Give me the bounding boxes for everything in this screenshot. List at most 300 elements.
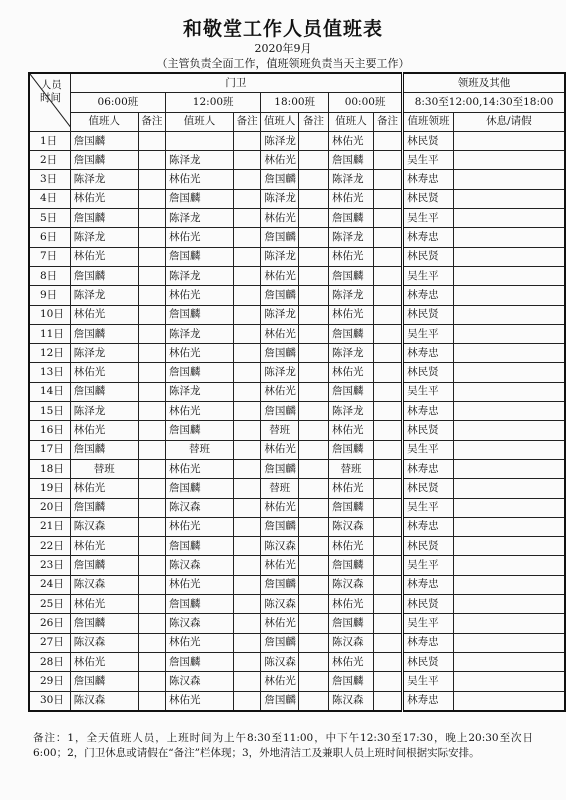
shift-06-remark [138, 537, 165, 556]
leader-cell: 林寿忠 [403, 228, 454, 247]
shift-18-remark [299, 266, 329, 285]
shift-06-remark [138, 266, 165, 285]
schedule-row [29, 614, 565, 633]
shift-00-remark [373, 305, 402, 324]
leader-cell: 吴生平 [403, 614, 454, 633]
day-cell: 15日 [29, 402, 70, 421]
schedule-row [29, 421, 565, 440]
duty-header-18: 值班人 [261, 112, 299, 131]
shift-00-remark [373, 266, 402, 285]
shift-00-remark [373, 556, 402, 575]
shift-12-duty: 林佑光 [166, 170, 234, 189]
schedule-row [29, 286, 565, 305]
shift-06-remark [138, 402, 165, 421]
shift-06-remark [138, 421, 165, 440]
shift-18-remark [299, 363, 329, 382]
remark-header-12: 备注 [234, 112, 261, 131]
leave-cell [453, 324, 565, 343]
shift-18-duty: 陈泽龙 [261, 131, 299, 150]
shift-06-duty: 陈泽龙 [70, 402, 138, 421]
shift-18-duty: 替班 [261, 421, 299, 440]
leave-cell [453, 691, 565, 711]
leader-cell: 林民贤 [403, 131, 454, 150]
shift-12-remark [234, 479, 261, 498]
shift-12-duty: 林佑光 [166, 691, 234, 711]
shift-00-remark [373, 382, 402, 401]
shift-18-remark [299, 498, 329, 517]
shift-12-remark [234, 266, 261, 285]
shift-00-remark [373, 170, 402, 189]
leave-cell [453, 652, 565, 671]
shift-12-remark [234, 344, 261, 363]
schedule-row [29, 382, 565, 401]
schedule-row [29, 228, 565, 247]
shift-00-duty: 林佑光 [329, 131, 374, 150]
shift-00-remark [373, 652, 402, 671]
leave-cell [453, 402, 565, 421]
day-cell: 19日 [29, 479, 70, 498]
leave-cell [453, 228, 565, 247]
shift-18-duty: 林佑光 [261, 556, 299, 575]
shift-00-duty: 林佑光 [329, 595, 374, 614]
shift-00-duty: 林佑光 [329, 479, 374, 498]
day-cell: 11日 [29, 324, 70, 343]
shift-12-remark [234, 633, 261, 652]
shift-06-remark [138, 498, 165, 517]
shift-12-remark [234, 305, 261, 324]
shift-00-remark [373, 517, 402, 536]
shift-18-duty: 林佑光 [261, 672, 299, 691]
shift-18-duty: 林佑光 [261, 209, 299, 228]
leave-cell [453, 672, 565, 691]
shift-18-duty: 詹国麟 [261, 633, 299, 652]
day-cell: 26日 [29, 614, 70, 633]
schedule-row [29, 498, 565, 517]
shift-12-remark [234, 247, 261, 266]
shift-12-duty: 詹国麟 [166, 189, 234, 208]
shift-12-duty: 陈汉森 [166, 556, 234, 575]
shift-12-remark [234, 324, 261, 343]
shift-00-duty: 林佑光 [329, 305, 374, 324]
leader-cell: 林寿忠 [403, 459, 454, 478]
leader-cell: 林民贤 [403, 421, 454, 440]
shift-06-duty: 詹国麟 [70, 440, 138, 459]
shift-06-duty: 詹国麟 [70, 556, 138, 575]
day-cell: 7日 [29, 247, 70, 266]
shift-12-remark [234, 498, 261, 517]
shift-00-remark [373, 421, 402, 440]
shift-06-remark [138, 382, 165, 401]
day-cell: 20日 [29, 498, 70, 517]
shift-00-remark [373, 672, 402, 691]
shift-00-remark [373, 614, 402, 633]
shift-00-remark [373, 151, 402, 170]
shift-18-remark [299, 517, 329, 536]
remark-header-00: 备注 [373, 112, 402, 131]
shift-06-remark [138, 517, 165, 536]
schedule-row [29, 556, 565, 575]
schedule-row [29, 324, 565, 343]
shift-18-remark [299, 652, 329, 671]
shift-06-remark [138, 189, 165, 208]
shift-06-remark [138, 575, 165, 594]
shift-12-duty: 詹国麟 [166, 479, 234, 498]
shift-00-remark [373, 344, 402, 363]
shift-00-duty: 陈泽龙 [329, 286, 374, 305]
shift-06-duty: 詹国麟 [70, 209, 138, 228]
shift-18-remark [299, 305, 329, 324]
leader-cell: 吴生平 [403, 266, 454, 285]
leave-cell [453, 209, 565, 228]
day-cell: 5日 [29, 209, 70, 228]
shift-18-duty: 林佑光 [261, 151, 299, 170]
shift-18-duty: 詹国麟 [261, 286, 299, 305]
schedule-row [29, 131, 565, 150]
shift-06-remark [138, 652, 165, 671]
shift-12-remark [234, 537, 261, 556]
day-cell: 21日 [29, 517, 70, 536]
duty-header-00: 值班人 [329, 112, 374, 131]
shift-18-duty: 詹国麟 [261, 517, 299, 536]
shift-12-remark [234, 131, 261, 150]
shift-18-duty: 詹国麟 [261, 459, 299, 478]
leader-cell: 林寿忠 [403, 402, 454, 421]
shift-06-remark [138, 556, 165, 575]
shift-06-duty: 林佑光 [70, 305, 138, 324]
shift-00-duty: 林佑光 [329, 189, 374, 208]
header-row-top [29, 73, 565, 93]
shift-06-duty: 林佑光 [70, 652, 138, 671]
shift-00-duty: 詹国麟 [329, 672, 374, 691]
schedule-row [29, 537, 565, 556]
shift-00-remark [373, 247, 402, 266]
shift-12-remark [234, 382, 261, 401]
shift-12-remark [234, 459, 261, 478]
day-cell: 25日 [29, 595, 70, 614]
day-cell: 3日 [29, 170, 70, 189]
shift-00-remark [373, 479, 402, 498]
shift-12-duty: 林佑光 [166, 286, 234, 305]
shift-12-duty: 林佑光 [166, 228, 234, 247]
shift-06-duty: 陈泽龙 [70, 344, 138, 363]
shift-12-duty: 詹国麟 [166, 421, 234, 440]
remark-header-18: 备注 [299, 112, 329, 131]
shift-18-duty: 詹国麟 [261, 170, 299, 189]
shift-12-duty: 陈汉森 [166, 672, 234, 691]
shift-00-duty: 詹国麟 [329, 151, 374, 170]
shift-18-remark [299, 382, 329, 401]
shift-06-duty: 陈泽龙 [70, 228, 138, 247]
corner-header [29, 73, 70, 131]
shift-00-duty: 詹国麟 [329, 382, 374, 401]
shift-06-duty: 詹国麟 [70, 614, 138, 633]
shift-06-remark [138, 305, 165, 324]
shift-06-duty: 陈汉森 [70, 517, 138, 536]
shift-00-duty: 陈泽龙 [329, 344, 374, 363]
shift-18-remark [299, 189, 329, 208]
shift-00-duty: 陈汉森 [329, 691, 374, 711]
shift-12-duty: 林佑光 [166, 402, 234, 421]
shift-06-remark [138, 209, 165, 228]
shift-18-duty: 詹国麟 [261, 344, 299, 363]
shift-12-duty: 陈汉森 [166, 498, 234, 517]
shift-12-duty: 陈泽龙 [166, 151, 234, 170]
shift-00-duty: 詹国麟 [329, 556, 374, 575]
shift-00-remark [373, 324, 402, 343]
shift-00-remark [373, 363, 402, 382]
shift-18-duty: 陈泽龙 [261, 305, 299, 324]
shift-06-remark [138, 479, 165, 498]
shift-18-duty: 林佑光 [261, 440, 299, 459]
day-cell: 30日 [29, 691, 70, 711]
shift-12-remark [234, 440, 261, 459]
leave-cell [453, 344, 565, 363]
leave-cell [453, 189, 565, 208]
shift-18-remark [299, 691, 329, 711]
leader-cell: 吴生平 [403, 440, 454, 459]
schedule-row [29, 517, 565, 536]
shift-00-duty: 林佑光 [329, 537, 374, 556]
schedule-row [29, 459, 565, 478]
shift-18-remark [299, 247, 329, 266]
leave-cell [453, 517, 565, 536]
schedule-row [29, 247, 565, 266]
day-cell: 6日 [29, 228, 70, 247]
leader-cell: 吴生平 [403, 556, 454, 575]
leader-cell: 林寿忠 [403, 517, 454, 536]
shift-18-remark [299, 479, 329, 498]
shift-12-duty [166, 131, 234, 150]
schedule-row [29, 479, 565, 498]
shift-18-duty: 林佑光 [261, 324, 299, 343]
shift-06-duty: 詹国麟 [70, 151, 138, 170]
shift-06-duty: 陈泽龙 [70, 286, 138, 305]
shift-00-duty: 詹国麟 [329, 266, 374, 285]
leave-cell [453, 151, 565, 170]
shift-06-remark [138, 228, 165, 247]
day-cell: 9日 [29, 286, 70, 305]
shift-06-header: 06:00班 [70, 93, 165, 112]
shift-18-remark [299, 324, 329, 343]
shift-18-remark [299, 459, 329, 478]
shift-06-duty: 詹国麟 [70, 498, 138, 517]
day-cell: 29日 [29, 672, 70, 691]
shift-00-remark [373, 459, 402, 478]
shift-12-duty: 陈泽龙 [166, 266, 234, 285]
shift-18-remark [299, 151, 329, 170]
shift-18-remark [299, 614, 329, 633]
shift-06-duty: 陈泽龙 [70, 170, 138, 189]
shift-12-duty: 詹国麟 [166, 595, 234, 614]
shift-12-duty: 詹国麟 [166, 652, 234, 671]
shift-18-remark [299, 209, 329, 228]
shift-12-duty: 陈泽龙 [166, 382, 234, 401]
footer-note: 备注：1，全天值班人员，上班时间为上午8:30至11:00，中下午12:30至17:30，晚上20:30至次日6:00；2，门卫休息或请假在“备注”栏体现；3，外地清洁工及兼职人员上班时间根据实际安排。 [33, 732, 533, 759]
shift-12-duty: 林佑光 [166, 633, 234, 652]
leader-cell: 林寿忠 [403, 633, 454, 652]
shift-06-remark [138, 459, 165, 478]
shift-18-duty: 詹国麟 [261, 228, 299, 247]
shift-18-duty: 林佑光 [261, 498, 299, 517]
shift-18-remark [299, 440, 329, 459]
shift-06-remark [138, 344, 165, 363]
leader-header: 值班领班 [403, 112, 454, 131]
schedule-row [29, 344, 565, 363]
shift-00-remark [373, 575, 402, 594]
shift-18-duty: 陈汉森 [261, 595, 299, 614]
shift-12-remark [234, 189, 261, 208]
duty-header-12: 值班人 [166, 112, 234, 131]
shift-00-remark [373, 228, 402, 247]
shift-18-remark [299, 344, 329, 363]
shift-12-remark [234, 575, 261, 594]
leader-cell: 吴生平 [403, 151, 454, 170]
leave-cell [453, 498, 565, 517]
shift-18-duty: 詹国麟 [261, 575, 299, 594]
shift-18-duty: 陈泽龙 [261, 247, 299, 266]
shift-06-remark [138, 614, 165, 633]
shift-18-duty: 林佑光 [261, 382, 299, 401]
shift-18-remark [299, 672, 329, 691]
header-row-shifts [29, 93, 565, 112]
schedule-row [29, 672, 565, 691]
leader-cell: 林民贤 [403, 479, 454, 498]
shift-12-remark [234, 286, 261, 305]
shift-18-duty: 陈泽龙 [261, 189, 299, 208]
corner-label-people: 人员 [40, 79, 62, 91]
shift-12-remark [234, 170, 261, 189]
duty-header-06: 值班人 [70, 112, 138, 131]
day-cell: 17日 [29, 440, 70, 459]
shift-00-duty: 陈汉森 [329, 517, 374, 536]
leader-cell: 林民贤 [403, 652, 454, 671]
shift-00-remark [373, 209, 402, 228]
shift-00-duty: 陈泽龙 [329, 170, 374, 189]
shift-06-duty: 林佑光 [70, 247, 138, 266]
shift-06-duty: 陈汉森 [70, 575, 138, 594]
shift-06-remark [138, 595, 165, 614]
day-cell: 18日 [29, 459, 70, 478]
shift-12-duty: 林佑光 [166, 344, 234, 363]
shift-18-remark [299, 228, 329, 247]
leave-cell [453, 266, 565, 285]
shift-00-duty: 陈泽龙 [329, 402, 374, 421]
shift-06-duty: 詹国麟 [70, 131, 138, 150]
leave-cell [453, 363, 565, 382]
leave-cell [453, 131, 565, 150]
shift-06-remark [138, 286, 165, 305]
shift-06-duty: 陈汉森 [70, 691, 138, 711]
shift-12-remark [234, 517, 261, 536]
shift-12-remark [234, 228, 261, 247]
leader-cell: 林寿忠 [403, 344, 454, 363]
leader-group-header: 领班及其他 [403, 73, 565, 93]
shift-06-remark [138, 151, 165, 170]
shift-18-duty: 林佑光 [261, 614, 299, 633]
shift-12-remark [234, 595, 261, 614]
shift-00-duty: 林佑光 [329, 363, 374, 382]
schedule-month: 2020年9月 [254, 42, 312, 55]
leader-cell: 吴生平 [403, 382, 454, 401]
shift-18-remark [299, 537, 329, 556]
remark-header-06: 备注 [138, 112, 165, 131]
shift-00-duty: 詹国麟 [329, 209, 374, 228]
shift-00-remark [373, 595, 402, 614]
schedule-row [29, 170, 565, 189]
day-cell: 10日 [29, 305, 70, 324]
shift-12-duty: 林佑光 [166, 459, 234, 478]
header-row-columns [29, 112, 565, 131]
leave-cell [453, 170, 565, 189]
leader-cell: 林民贤 [403, 189, 454, 208]
shift-00-duty: 陈泽龙 [329, 228, 374, 247]
shift-12-header: 12:00班 [166, 93, 261, 112]
leave-cell [453, 633, 565, 652]
leader-cell: 林寿忠 [403, 170, 454, 189]
shift-18-duty: 陈汉森 [261, 652, 299, 671]
leader-cell: 林民贤 [403, 305, 454, 324]
shift-00-remark [373, 402, 402, 421]
shift-00-duty: 詹国麟 [329, 614, 374, 633]
shift-00-duty: 陈汉森 [329, 575, 374, 594]
shift-12-duty: 林佑光 [166, 575, 234, 594]
shift-12-remark [234, 363, 261, 382]
shift-18-header: 18:00班 [261, 93, 329, 112]
shift-06-duty: 林佑光 [70, 363, 138, 382]
schedule-row [29, 440, 565, 459]
leader-cell: 林民贤 [403, 595, 454, 614]
shift-00-duty: 陈汉森 [329, 633, 374, 652]
shift-18-duty: 陈泽龙 [261, 363, 299, 382]
shift-06-remark [138, 440, 165, 459]
day-cell: 14日 [29, 382, 70, 401]
shift-12-remark [234, 691, 261, 711]
shift-06-duty: 林佑光 [70, 479, 138, 498]
shift-18-remark [299, 556, 329, 575]
day-cell: 8日 [29, 266, 70, 285]
shift-00-remark [373, 189, 402, 208]
day-cell: 22日 [29, 537, 70, 556]
shift-06-duty: 林佑光 [70, 421, 138, 440]
schedule-row [29, 189, 565, 208]
shift-06-remark [138, 672, 165, 691]
schedule-row [29, 691, 565, 711]
shift-00-remark [373, 440, 402, 459]
shift-18-remark [299, 131, 329, 150]
shift-00-duty: 詹国麟 [329, 440, 374, 459]
leave-cell [453, 614, 565, 633]
shift-06-remark [138, 691, 165, 711]
shift-06-duty: 詹国麟 [70, 266, 138, 285]
shift-12-duty: 詹国麟 [166, 537, 234, 556]
shift-00-duty: 林佑光 [329, 652, 374, 671]
shift-12-duty: 替班 [166, 440, 234, 459]
leave-cell [453, 575, 565, 594]
shift-18-duty: 林佑光 [261, 266, 299, 285]
shift-06-duty: 詹国麟 [70, 672, 138, 691]
shift-00-header: 00:00班 [329, 93, 403, 112]
shift-00-remark [373, 131, 402, 150]
leader-cell: 林民贤 [403, 247, 454, 266]
shift-12-duty: 詹国麟 [166, 305, 234, 324]
leave-cell [453, 440, 565, 459]
shift-12-remark [234, 614, 261, 633]
leave-cell [453, 382, 565, 401]
leave-header: 休息/请假 [453, 112, 565, 131]
page-title: 和敬堂工作人员值班表 [182, 18, 383, 40]
shift-18-remark [299, 402, 329, 421]
leader-cell: 林民贤 [403, 363, 454, 382]
